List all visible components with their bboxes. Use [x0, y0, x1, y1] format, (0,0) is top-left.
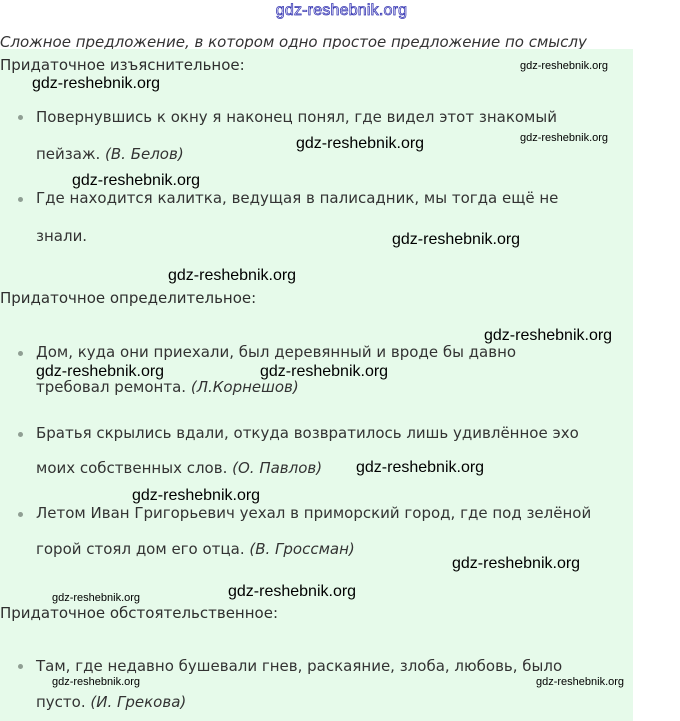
bullet-marker — [18, 197, 23, 202]
watermark: gdz-reshebnik.org — [260, 363, 389, 380]
watermark: gdz-reshebnik.org — [520, 60, 609, 72]
section-heading-explanatory: Придаточное изъяснительное: — [0, 56, 245, 74]
bullet-marker — [18, 115, 23, 120]
watermark: gdz-reshebnik.org — [52, 676, 141, 688]
example-line: пусто. (И. Грекова) — [36, 693, 187, 711]
example-line: Где находится калитка, ведущая в палисадник, мы тогда ещё не — [36, 189, 559, 207]
example-line: Там, где недавно бушевали гнев, раскаяние, злоба, любовь, было — [36, 657, 563, 675]
watermark: gdz-reshebnik.org — [452, 555, 581, 572]
bullet-marker — [18, 664, 23, 669]
watermark: gdz-reshebnik.org — [536, 676, 625, 688]
watermark: gdz-reshebnik.org — [484, 327, 613, 344]
section-heading-attributive: Придаточное определительное: — [0, 289, 257, 307]
watermark: gdz-reshebnik.org — [356, 459, 485, 476]
site-header — [0, 0, 680, 26]
watermark: gdz-reshebnik.org — [36, 363, 165, 380]
watermark: gdz-reshebnik.org — [228, 583, 357, 600]
example-line: Братья скрылись вдали, откуда возвратилось лишь удивлённое эхо — [36, 424, 579, 442]
example-line: горой стоял дом его отца. (В. Гроссман) — [36, 540, 355, 558]
example-line: знали. — [36, 227, 88, 245]
section-heading-adverbial: Придаточное обстоятельственное: — [0, 604, 279, 622]
example-author: (О. Павлов) — [232, 459, 323, 477]
watermark: gdz-reshebnik.org — [132, 487, 261, 504]
example-line: пейзаж. (В. Белов) — [36, 145, 184, 163]
intro-line — [0, 31, 680, 49]
bullet-marker — [18, 432, 23, 437]
watermark: gdz-reshebnik.org — [32, 75, 161, 92]
intro-text: Сложное предложение, в котором одно простое предложение по смыслу — [0, 33, 587, 49]
watermark: gdz-reshebnik.org — [296, 135, 425, 152]
bullet-marker — [18, 512, 23, 517]
site-title[interactable]: gdz-reshebnik.org — [275, 2, 408, 19]
example-line: Дом, куда они приехали, был деревянный и вроде бы давно — [36, 343, 517, 361]
example-line: Летом Иван Григорьевич уехал в приморский город, где под зелёной — [36, 504, 592, 522]
bullet-marker — [18, 351, 23, 356]
example-author: (В. Белов) — [105, 145, 184, 163]
example-line: Повернувшись к окну я наконец понял, где видел этот знакомый — [36, 108, 557, 126]
example-line: требовал ремонта. (Л.Корнешов) — [36, 378, 299, 396]
watermark: gdz-reshebnik.org — [520, 132, 609, 144]
example-line: моих собственных слов. (О. Павлов) — [36, 459, 323, 477]
watermark: gdz-reshebnik.org — [72, 172, 201, 189]
watermark: gdz-reshebnik.org — [392, 231, 521, 248]
example-author: (И. Грекова) — [90, 693, 187, 711]
example-author: (Л.Корнешов) — [190, 378, 299, 396]
watermark: gdz-reshebnik.org — [52, 592, 141, 604]
watermark: gdz-reshebnik.org — [168, 267, 297, 284]
example-author: (В. Гроссман) — [249, 540, 355, 558]
